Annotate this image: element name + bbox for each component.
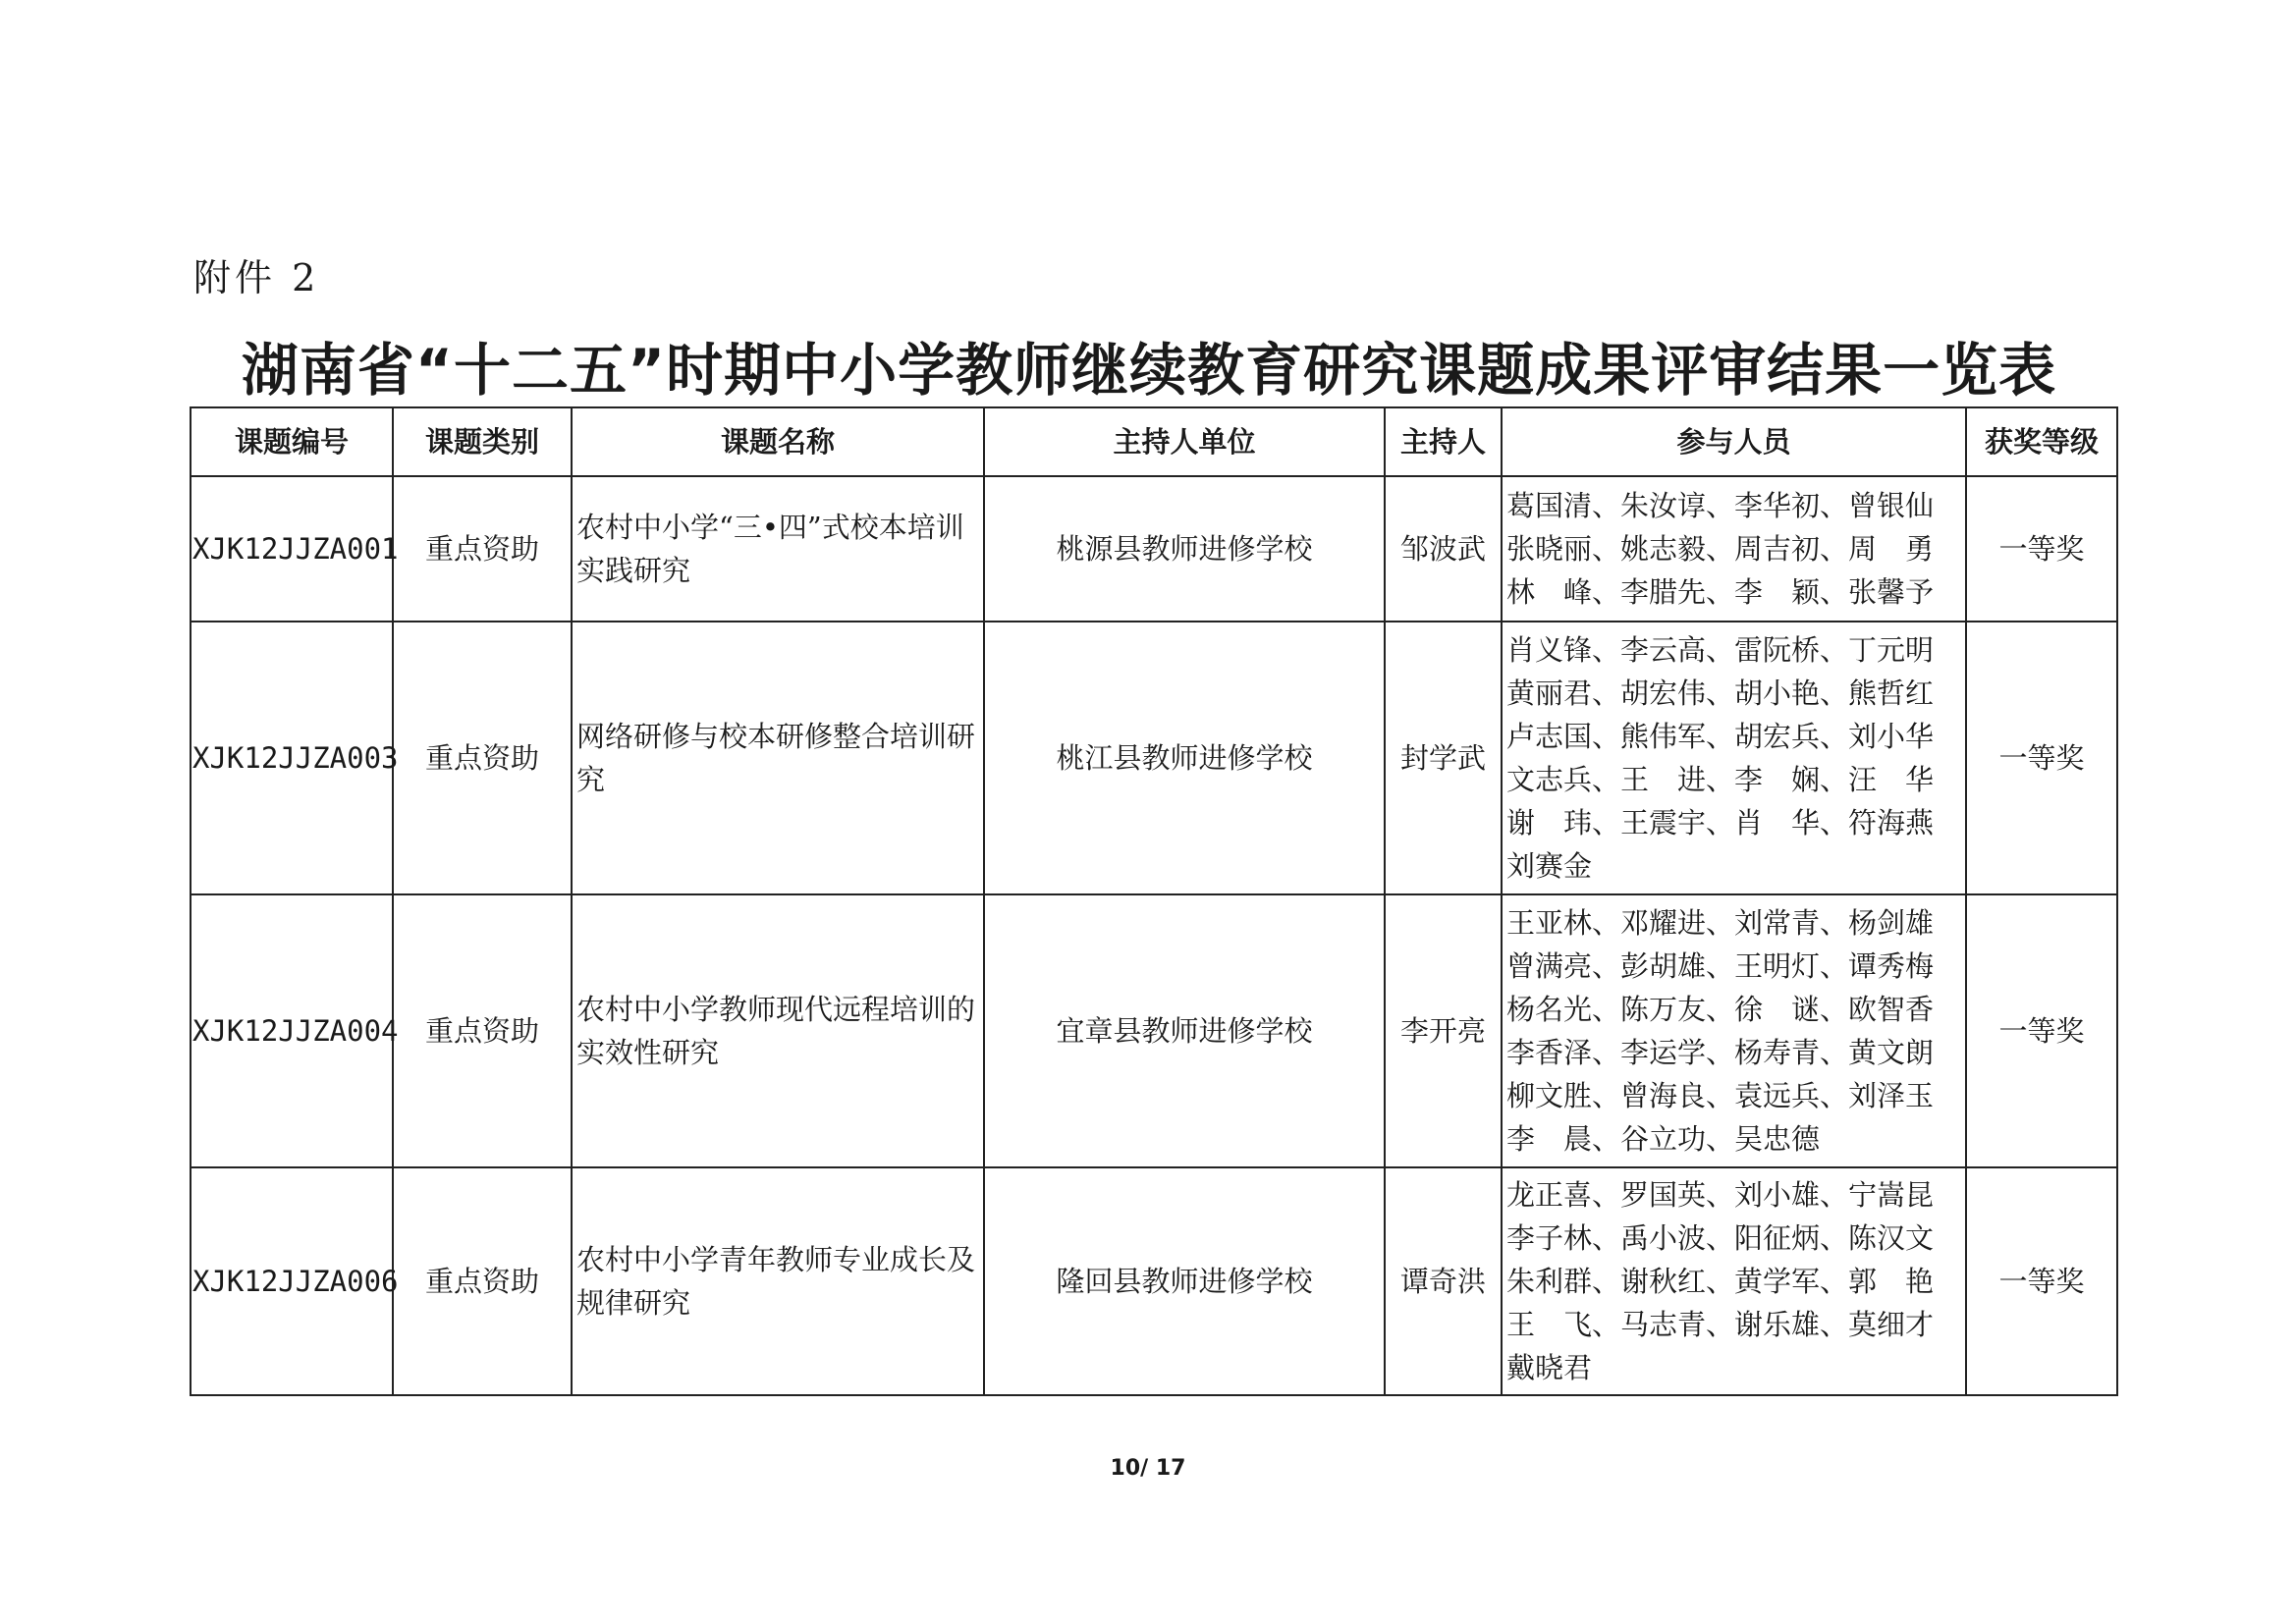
cell-unit: 桃江县教师进修学校 xyxy=(984,622,1385,894)
cell-host: 李开亮 xyxy=(1385,894,1502,1167)
member-line: 文志兵、王 进、李 娴、汪 华 xyxy=(1506,763,1935,796)
member-line: 龙正喜、罗国英、刘小雄、宁嵩昆 xyxy=(1506,1178,1935,1212)
member-line: 朱利群、谢秋红、黄学军、郭 艳 xyxy=(1506,1265,1935,1298)
header-name: 课题名称 xyxy=(572,407,984,476)
header-members: 参与人员 xyxy=(1502,407,1966,476)
member-line: 王 飞、马志青、谢乐雄、莫细才 xyxy=(1506,1308,1935,1341)
cell-award: 一等奖 xyxy=(1966,476,2117,622)
cell-award: 一等奖 xyxy=(1966,622,2117,894)
table-row xyxy=(191,622,2117,894)
member-line: 王亚林、邓耀进、刘常青、杨剑雄 xyxy=(1506,906,1935,940)
member-line: 刘赛金 xyxy=(1506,849,1593,883)
cell-host: 谭奇洪 xyxy=(1385,1167,1502,1395)
member-line: 李子林、禹小波、阳征炳、陈汉文 xyxy=(1506,1221,1935,1255)
member-line: 李 晨、谷立功、吴忠德 xyxy=(1506,1122,1821,1156)
member-line: 肖义锋、李云高、雷阮桥、丁元明 xyxy=(1506,633,1935,667)
cell-unit: 宜章县教师进修学校 xyxy=(984,894,1385,1167)
header-category: 课题类别 xyxy=(393,407,572,476)
cell-award: 一等奖 xyxy=(1966,1167,2117,1395)
header-host: 主持人 xyxy=(1385,407,1502,476)
cell-code: XJK12JJZA003 xyxy=(191,622,393,894)
cell-members xyxy=(1502,1167,1966,1395)
cell-name: 农村中小学“三•四”式校本培训实践研究 xyxy=(572,476,984,622)
cell-category: 重点资助 xyxy=(393,622,572,894)
header-unit: 主持人单位 xyxy=(984,407,1385,476)
member-line: 张晓丽、姚志毅、周吉初、周 勇 xyxy=(1506,532,1935,566)
results-table xyxy=(190,406,2118,1396)
cell-category: 重点资助 xyxy=(393,894,572,1167)
attachment-label: 附件 2 xyxy=(193,256,320,299)
table-row xyxy=(191,476,2117,622)
cell-code: XJK12JJZA006 xyxy=(191,1167,393,1395)
cell-members xyxy=(1502,476,1966,622)
cell-host: 封学武 xyxy=(1385,622,1502,894)
cell-category: 重点资助 xyxy=(393,476,572,622)
member-line: 葛国清、朱汝谆、李华初、曾银仙 xyxy=(1506,489,1935,522)
member-line: 李香泽、李运学、杨寿青、黄文朗 xyxy=(1506,1036,1935,1069)
cell-award: 一等奖 xyxy=(1966,894,2117,1167)
cell-code: XJK12JJZA001 xyxy=(191,476,393,622)
member-line: 曾满亮、彭胡雄、王明灯、谭秀梅 xyxy=(1506,949,1935,983)
cell-code: XJK12JJZA004 xyxy=(191,894,393,1167)
cell-name: 农村中小学青年教师专业成长及规律研究 xyxy=(572,1167,984,1395)
cell-unit: 隆回县教师进修学校 xyxy=(984,1167,1385,1395)
table-row xyxy=(191,894,2117,1167)
cell-category: 重点资助 xyxy=(393,1167,572,1395)
table-header-row xyxy=(191,407,2117,476)
cell-name: 农村中小学教师现代远程培训的实效性研究 xyxy=(572,894,984,1167)
cell-unit: 桃源县教师进修学校 xyxy=(984,476,1385,622)
header-code: 课题编号 xyxy=(191,407,393,476)
member-line: 谢 玮、王震宇、肖 华、符海燕 xyxy=(1506,806,1935,839)
member-line: 黄丽君、胡宏伟、胡小艳、熊哲红 xyxy=(1506,676,1935,710)
page-title: 湖南省“十二五”时期中小学教师继续教育研究课题成果评审结果一览表 xyxy=(241,337,2057,404)
table-row xyxy=(191,1167,2117,1395)
member-line: 柳文胜、曾海良、袁远兵、刘泽玉 xyxy=(1506,1079,1935,1112)
member-line: 戴晓君 xyxy=(1506,1351,1593,1384)
member-line: 林 峰、李腊先、李 颖、张馨予 xyxy=(1506,575,1935,609)
cell-members xyxy=(1502,894,1966,1167)
cell-host: 邹波武 xyxy=(1385,476,1502,622)
cell-members xyxy=(1502,622,1966,894)
member-line: 卢志国、熊伟军、胡宏兵、刘小华 xyxy=(1506,720,1935,753)
header-award: 获奖等级 xyxy=(1966,407,2117,476)
member-line: 杨名光、陈万友、徐 谜、欧智香 xyxy=(1506,993,1935,1026)
page-number: 10/ 17 xyxy=(1110,1456,1186,1481)
cell-name: 网络研修与校本研修整合培训研究 xyxy=(572,622,984,894)
